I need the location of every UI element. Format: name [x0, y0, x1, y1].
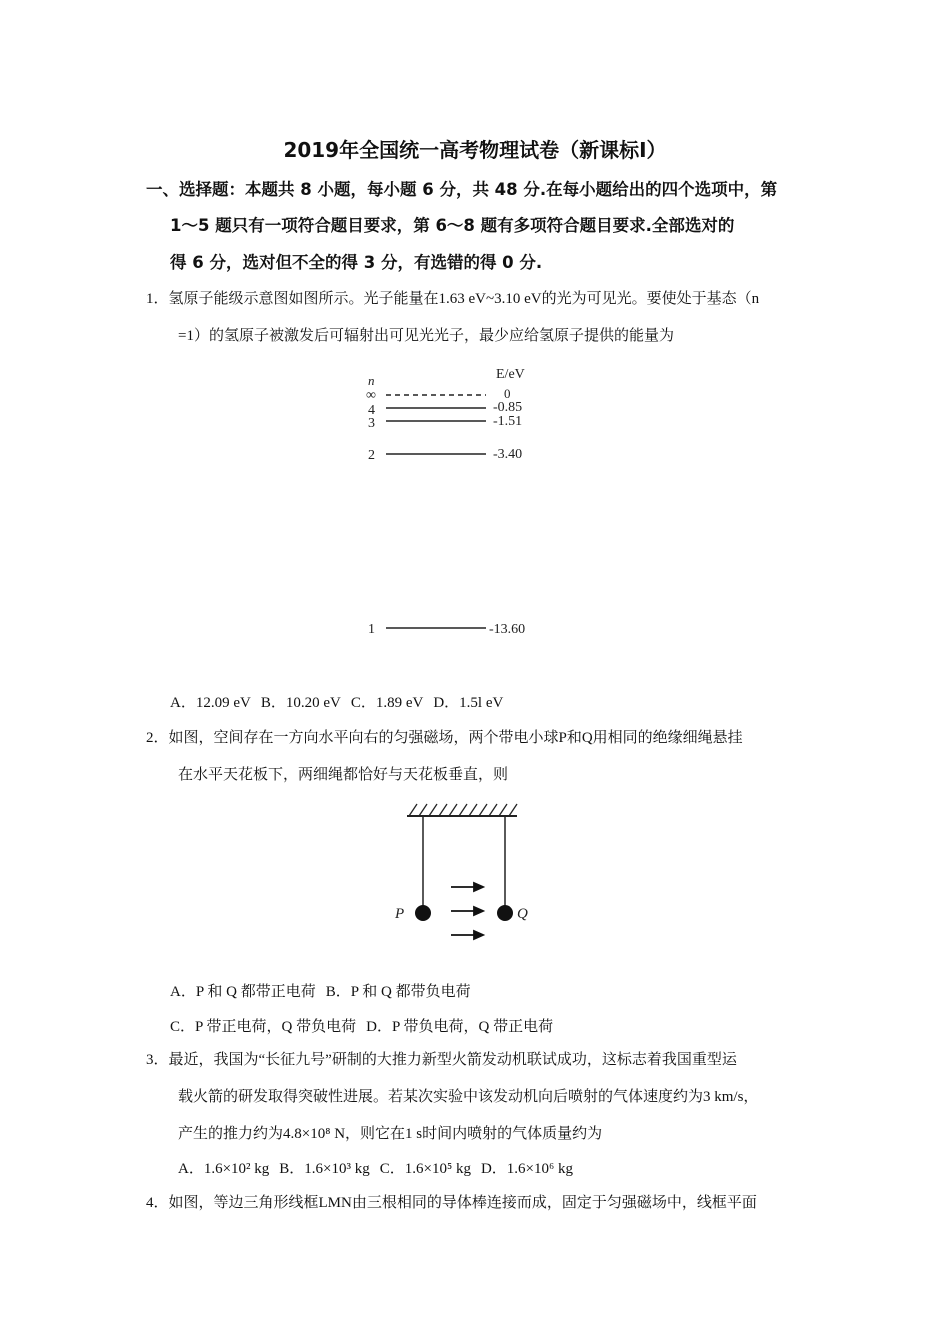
page-title: 2019年全国统一高考物理试卷（新课标Ⅰ）: [283, 138, 667, 162]
q2-option-c[interactable]: C．P 带正电荷，Q 带负电荷: [170, 1019, 357, 1035]
q2-text-line-2: 在水平天花板下，两细绳都恰好与天花板垂直，则: [178, 767, 509, 783]
q1-options: [170, 691, 513, 712]
q3-option-d[interactable]: D．1.6×10⁶ kg: [480, 1161, 573, 1177]
level-energy-4: -0.85: [493, 400, 523, 415]
section-heading-line-3: 得 6 分，选对但不全的得 3 分，有选错的得 0 分.: [170, 253, 543, 272]
level-n-4: 4: [368, 403, 375, 418]
q1-option-b[interactable]: B．10.20 eV: [260, 695, 341, 711]
q1-text-line-1: 1．氢原子能级示意图如图所示。光子能量在1.63 eV~3.10 eV的光为可见光。要使处于基态（n: [146, 291, 760, 307]
q2-option-d[interactable]: D．P 带负电荷，Q 带正电荷: [366, 1019, 554, 1035]
energy-axis-label: E/eV: [496, 367, 525, 382]
section-heading-line-1: 一、选择题：本题共 8 小题，每小题 6 分，共 48 分.在每小题给出的四个选项中，第: [146, 180, 778, 199]
level-n-2: 2: [368, 448, 375, 463]
ball-q: [497, 905, 513, 921]
level-n-3: 3: [368, 416, 375, 431]
q3-text-line-2: 载火箭的研发取得突破性进展。若某次实验中该发动机向后喷射的气体速度约为3 km/s，: [178, 1089, 759, 1105]
q2-option-a[interactable]: A．P 和 Q 都带正电荷: [170, 984, 316, 1000]
level-n-1: 1: [368, 622, 375, 637]
ball-p: [415, 905, 431, 921]
q2-text-line-1: 2．如图，空间存在一方向水平向右的匀强磁场，两个带电小球P和Q用相同的绝缘细绳悬挂: [146, 730, 743, 746]
field-arrows: [451, 883, 483, 939]
level-n-infinity: ∞: [366, 388, 376, 403]
q3-option-a[interactable]: A．1.6×10² kg: [178, 1161, 270, 1177]
section-heading-line-2: 1～5 题只有一项符合题目要求，第 6～8 题有多项符合题目要求.全部选对的: [170, 216, 735, 235]
q1-option-a[interactable]: A．12.09 eV: [170, 695, 251, 711]
level-energy-1: -13.60: [489, 622, 526, 637]
q1-option-d[interactable]: D．1.5l eV: [433, 695, 504, 711]
q1-option-c[interactable]: C．1.89 eV: [350, 695, 424, 711]
q3-options: [178, 1157, 583, 1178]
q3-option-c[interactable]: C．1.6×10⁵ kg: [379, 1161, 471, 1177]
q4-text-line-1: 4．如图，等边三角形线框LMN由三根相同的导体棒连接而成，固定于匀强磁场中，线框平面: [146, 1195, 757, 1211]
q3-option-b[interactable]: B．1.6×10³ kg: [279, 1161, 370, 1177]
energy-level-diagram: [360, 360, 560, 645]
q2-options-row-1: [170, 980, 481, 1001]
q3-text-line-1: 3．最近，我国为“长征九号”研制的大推力新型火箭发动机联试成功，这标志着我国重型运: [146, 1052, 737, 1068]
n-axis-label: n: [368, 373, 375, 388]
q2-option-b[interactable]: B．P 和 Q 都带负电荷: [325, 984, 471, 1000]
q3-text-line-3: 产生的推力约为4.8×10⁸ N，则它在1 s时间内喷射的气体质量约为: [178, 1126, 603, 1142]
pendulum-diagram: [385, 800, 545, 945]
q2-options-row-2: [170, 1015, 563, 1036]
label-q: Q: [517, 906, 528, 922]
label-p: P: [395, 906, 405, 922]
q1-text-line-2: =1）的氢原子被激发后可辐射出可见光光子，最少应给氢原子提供的能量为: [178, 328, 674, 344]
level-energy-2: -3.40: [493, 447, 523, 462]
level-energy-infinity: 0: [504, 386, 511, 401]
ceiling-hatching: [409, 804, 517, 816]
level-energy-3: -1.51: [493, 414, 523, 429]
